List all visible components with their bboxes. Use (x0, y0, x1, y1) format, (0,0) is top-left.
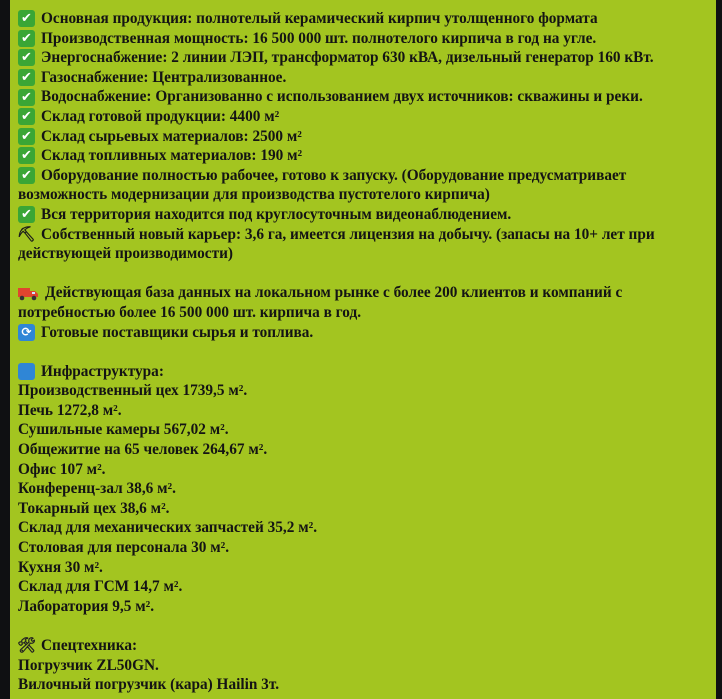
check-mark-icon: ✔ (18, 89, 35, 106)
feature-line (18, 283, 714, 303)
check-mark-icon: ✔ (18, 206, 35, 223)
infrastructure-item (18, 479, 714, 499)
feature-text: Склад сырьевых материалов: 2500 м² (41, 127, 302, 145)
check-mark-icon: ✔ (18, 30, 35, 47)
feature-text: потребностью более 16 500 000 шт. кирпича в год. (18, 303, 362, 321)
feature-text: Вся территория находится под круглосуточным видеонаблюдением. (41, 205, 512, 223)
equipment-item (18, 675, 714, 695)
item-text: Погрузчик ZL50GN. (18, 656, 159, 674)
feature-text: Энергоснабжение: 2 линии ЛЭП, трансформатор 630 кВА, дизельный генератор 160 кВт. (41, 49, 654, 67)
item-text: Лаборатория 9,5 м². (18, 597, 155, 615)
feature-line (18, 9, 714, 29)
feature-text: Оборудование полностью рабочее, готово к запуску. (Оборудование предусматривает (41, 166, 627, 184)
feature-line (18, 29, 714, 49)
pick-icon: ⛏ (16, 224, 37, 243)
infrastructure-item (18, 597, 714, 617)
section-heading: Спецтехника: (41, 637, 138, 654)
item-text: Общежитие на 65 человек 264,67 м². (18, 441, 268, 459)
feature-text: Действующая база данных на локальном рынке с более 200 клиентов и компаний с (45, 284, 623, 302)
check-mark-icon: ✔ (18, 108, 35, 125)
item-text: Конференц-зал 38,6 м². (18, 480, 176, 498)
check-mark-icon: ✔ (18, 128, 35, 145)
infrastructure-item (18, 577, 714, 597)
check-mark-icon: ✔ (18, 167, 35, 184)
feature-text: Водоснабжение: Организованно с использованием двух источников: скважины и реки. (41, 88, 643, 106)
panel-content (18, 9, 714, 695)
item-text: Склад для механических запчастей 35,2 м². (18, 519, 318, 537)
feature-text: Производственная мощность: 16 500 000 шт. полнотелого кирпича в год на угле. (41, 29, 597, 47)
feature-line (18, 225, 714, 245)
item-text: Столовая для персонала 30 м². (18, 539, 230, 557)
item-text: Офис 107 м². (18, 460, 106, 478)
spacer (18, 616, 714, 636)
delivery-truck-icon (18, 285, 39, 302)
feature-text: Собственный новый карьер: 3,6 га, имеется лицензия на добычу. (запасы на 10+ лет при (41, 225, 655, 243)
feature-line-continued (18, 185, 714, 205)
equipment-item (18, 656, 714, 676)
check-mark-icon: ✔ (18, 10, 35, 27)
feature-text: Основная продукция: полнотелый керамический кирпич утолщенного формата (41, 10, 598, 27)
item-text: Склад для ГСМ 14,7 м². (18, 578, 183, 596)
item-text: Печь 1272,8 м². (18, 401, 122, 419)
feature-line (18, 205, 714, 225)
spacer (18, 342, 714, 362)
feature-line (18, 323, 714, 343)
feature-line (18, 146, 714, 166)
feature-text: возможность модернизации для производства пустотелого кирпича) (18, 186, 490, 204)
feature-line-continued (18, 244, 714, 264)
building-grid-icon (18, 363, 35, 380)
infrastructure-item (18, 518, 714, 538)
infrastructure-heading-line (18, 362, 714, 382)
check-mark-icon: ✔ (18, 49, 35, 66)
item-text: Токарный цех 38,6 м². (18, 499, 170, 517)
infrastructure-item (18, 440, 714, 460)
item-text: Вилочный погрузчик (кара) Hailin 3т. (18, 676, 280, 694)
item-text: Производственный цех 1739,5 м². (18, 382, 248, 400)
infrastructure-item (18, 558, 714, 578)
check-mark-icon: ✔ (18, 147, 35, 164)
feature-line (18, 87, 714, 107)
item-text: Кухня 30 м². (18, 558, 103, 576)
infrastructure-item (18, 499, 714, 519)
feature-line-continued (18, 303, 714, 323)
feature-line (18, 48, 714, 68)
infrastructure-item (18, 381, 714, 401)
check-mark-icon: ✔ (18, 69, 35, 86)
equipment-heading-line (18, 636, 714, 656)
feature-line (18, 107, 714, 127)
feature-line (18, 166, 714, 186)
infrastructure-item (18, 420, 714, 440)
infrastructure-item (18, 460, 714, 480)
feature-text: Склад готовой продукции: 4400 м² (41, 107, 280, 125)
feature-text: Склад топливных материалов: 190 м² (41, 147, 303, 165)
feature-line (18, 68, 714, 88)
info-panel (10, 0, 716, 699)
feature-line (18, 127, 714, 147)
counterclockwise-arrows-icon: ⟳ (18, 324, 35, 341)
spacer (18, 264, 714, 284)
feature-text: Готовые поставщики сырья и топлива. (41, 323, 314, 341)
infrastructure-item (18, 401, 714, 421)
section-heading: Инфраструктура: (41, 362, 164, 380)
feature-text: действующей производимости) (18, 245, 233, 263)
hammer-and-wrench-icon: 🛠 (16, 636, 37, 654)
feature-text: Газоснабжение: Централизованное. (41, 68, 287, 86)
item-text: Сушильные камеры 567,02 м². (18, 421, 229, 439)
infrastructure-item (18, 538, 714, 558)
